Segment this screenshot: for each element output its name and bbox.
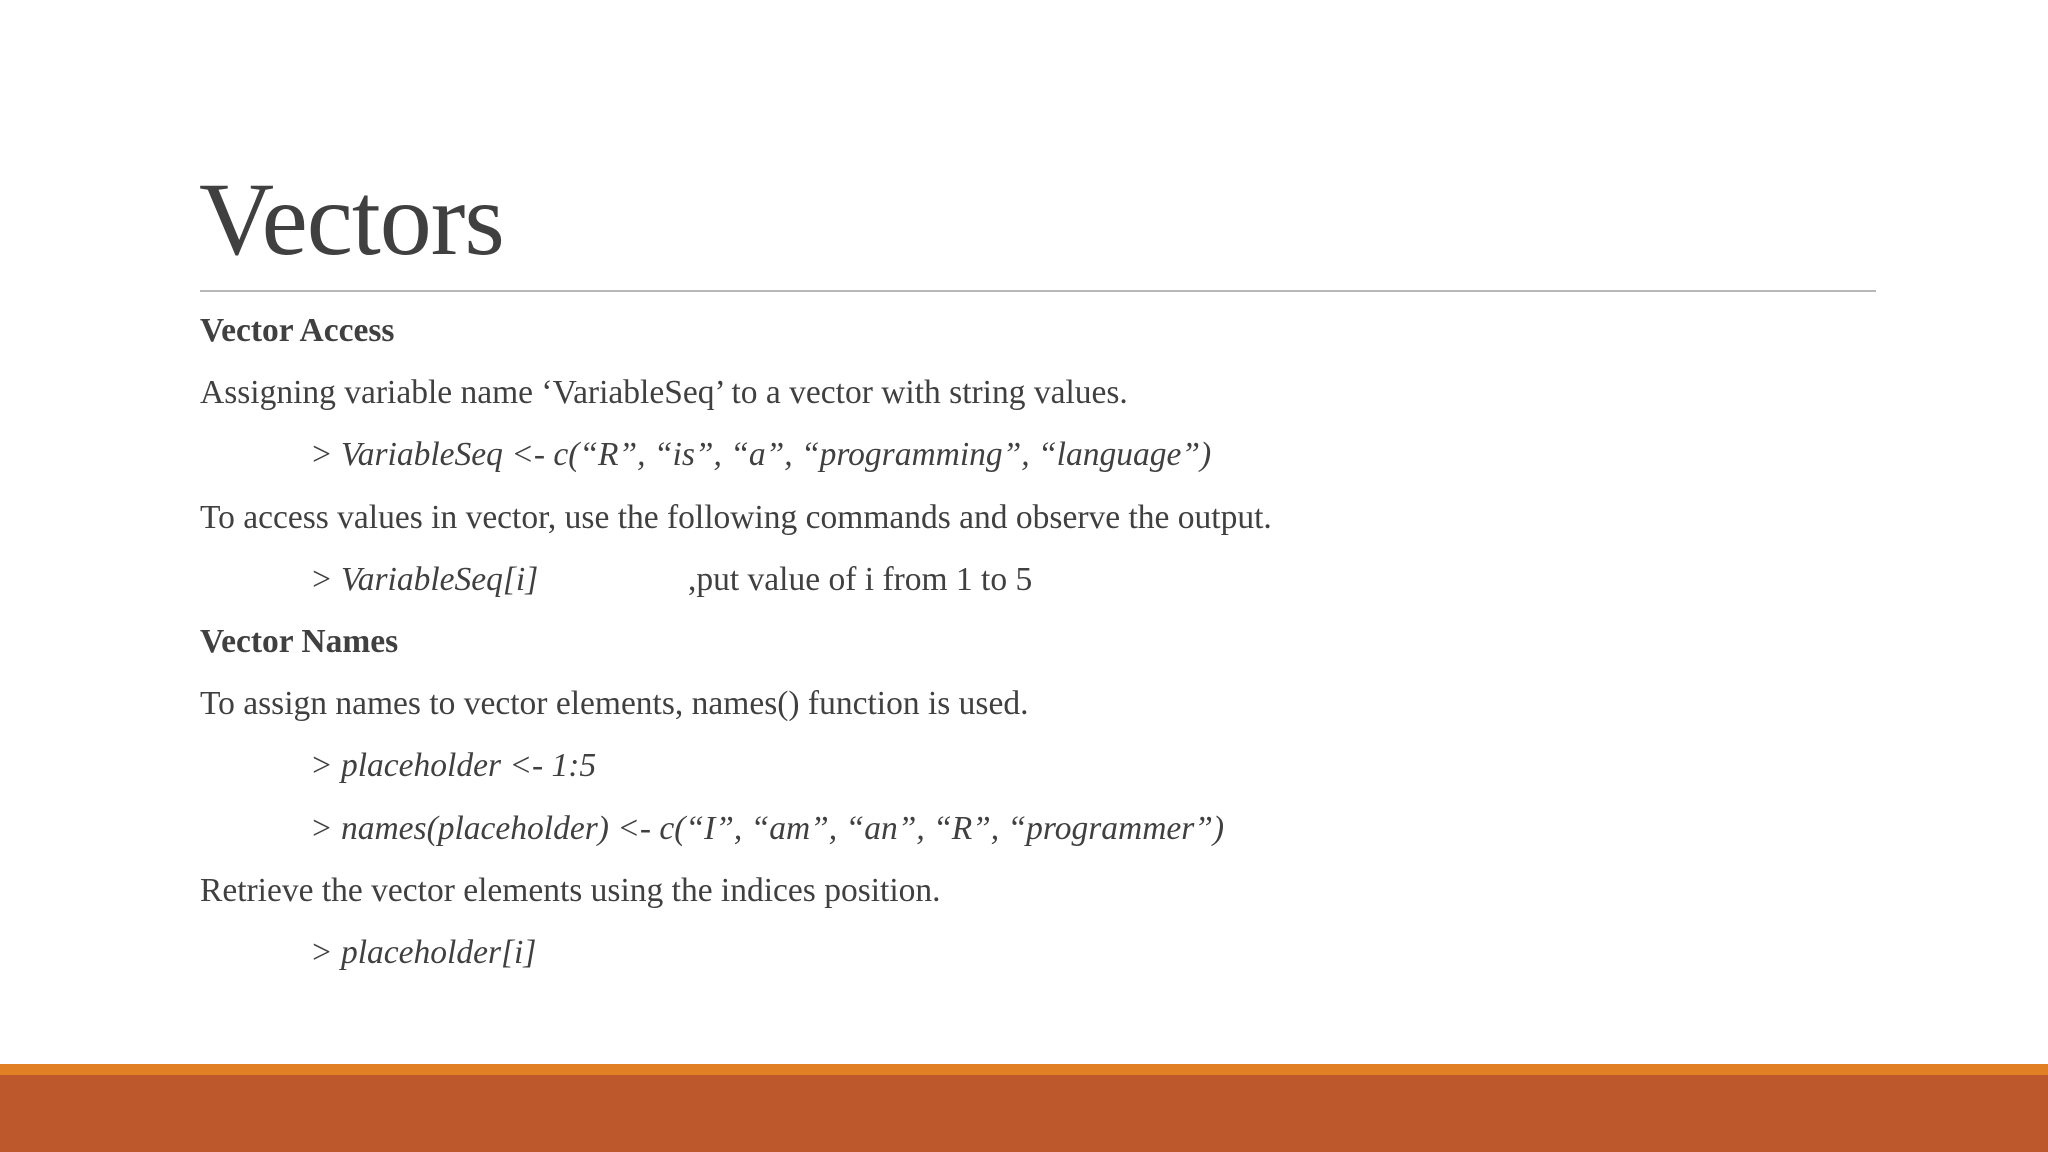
heading-vector-access: Vector Access [200, 312, 395, 349]
assign-code: > VariableSeq <- c(“R”, “is”, “a”, “programming”, “language”) [310, 436, 1212, 474]
title-divider [200, 290, 1876, 292]
footer-accent-bar [0, 1064, 2048, 1075]
retrieve-description: Retrieve the vector elements using the indices position. [200, 871, 941, 909]
footer-base-bar [0, 1075, 2048, 1152]
access-code: > VariableSeq[i] [310, 560, 539, 598]
names-code-1: > placeholder <- 1:5 [310, 747, 597, 785]
access-code-line [200, 549, 1876, 611]
retrieve-code: > placeholder[i] [310, 933, 537, 971]
access-description: To access values in vector, use the following commands and observe the output. [200, 498, 1272, 536]
slide-title: Vectors [199, 162, 504, 277]
slide-content [200, 300, 1876, 984]
access-note: ,put value of i from 1 to 5 [688, 560, 1033, 598]
assign-description: Assigning variable name ‘VariableSeq’ to a vector with string values. [200, 374, 1128, 412]
names-code-2: > names(placeholder) <- c(“I”, “am”, “an”, “R”, “programmer”) [310, 809, 1225, 847]
names-description: To assign names to vector elements, names() function is used. [200, 685, 1029, 723]
heading-vector-names: Vector Names [200, 622, 399, 660]
